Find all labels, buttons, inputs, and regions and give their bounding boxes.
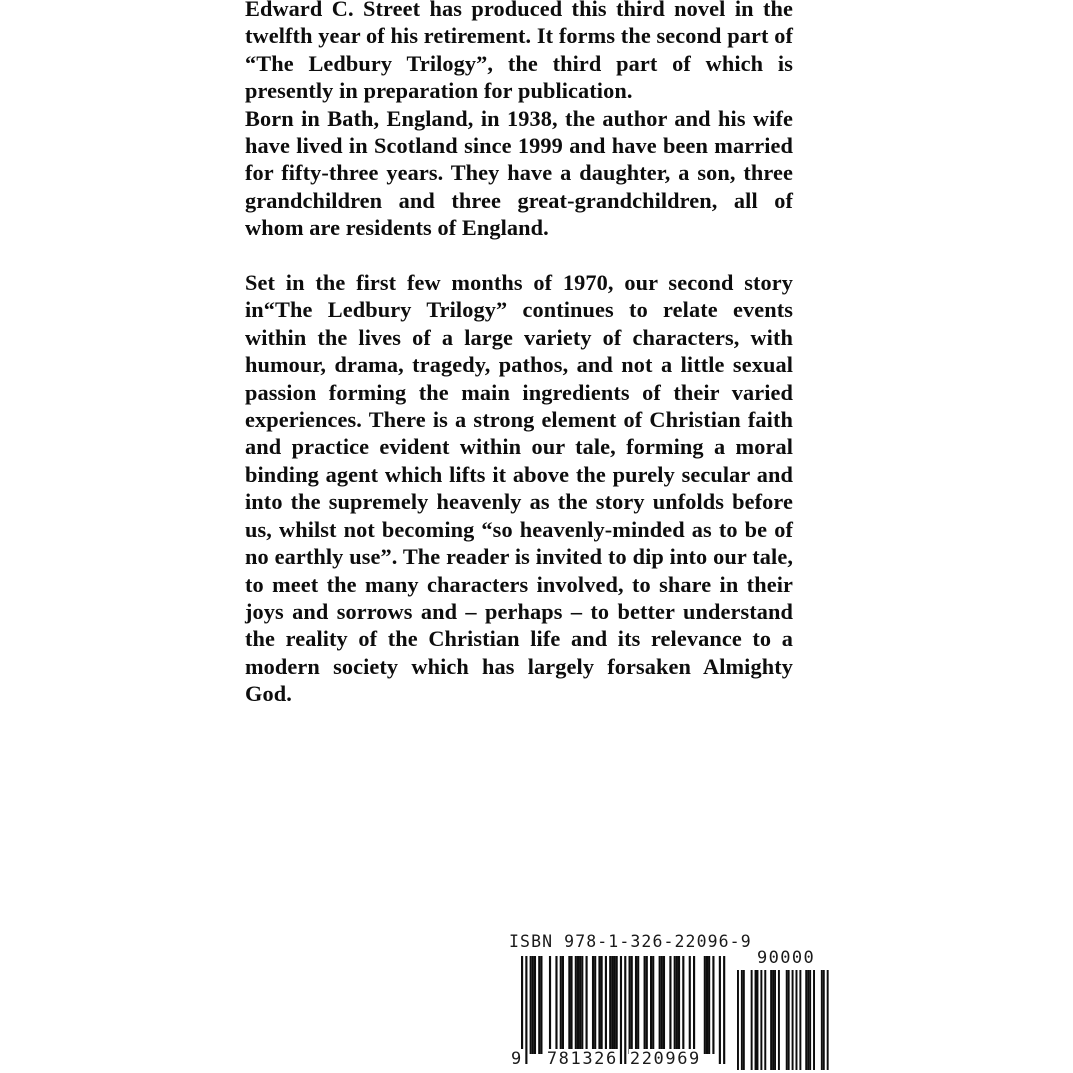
barcode-bar <box>549 956 551 1054</box>
synopsis-paragraph: Set in the first few months of 1970, our second story in“The Ledbury Trilogy” continues to relate events within the lives of a large variety of characters, with humour, drama, tragedy, pathos, and not a little sexual passion forming the main ingredients of their varied experiences. There is a strong element of Christian faith and practice evident within our tale, forming a moral binding agent which lifts it above the purely secular and into the supremely heavenly as the story unfolds before us, whilst not becoming “so heavenly-minded as to be of no earthly use”. The reader is invited to dip into our tale, to meet the many characters involved, to share in their joys and sorrows and – perhaps – to better understand the reality of the Christian life and its relevance to a modern society which has largely forsaken Almighty God. <box>245 270 793 707</box>
barcode-bar <box>586 956 588 1054</box>
barcode-bar <box>774 970 776 1070</box>
barcode-bar <box>592 956 594 1054</box>
barcode-bar <box>605 956 607 1054</box>
barcode-bar <box>807 970 809 1070</box>
barcode-bar <box>743 970 745 1070</box>
barcode-guard-bar <box>624 956 626 1064</box>
barcode-bar <box>757 970 759 1070</box>
barcode-guard-bar <box>521 956 523 1064</box>
price-code: 90000 <box>757 948 816 968</box>
barcode-bar <box>661 956 663 1054</box>
barcode-bar <box>534 956 536 1054</box>
barcode-bar <box>823 970 825 1070</box>
barcode-bar <box>772 970 774 1070</box>
barcode-bar <box>674 956 676 1054</box>
barcode-bar <box>601 956 603 1054</box>
barcode-bar <box>751 970 753 1070</box>
barcode-bar <box>786 970 788 1070</box>
barcode-bar <box>704 956 706 1054</box>
ean5-addon-barcode <box>737 970 832 1070</box>
barcode-bar <box>613 956 615 1054</box>
back-cover-text <box>245 0 793 708</box>
barcode-bar <box>609 956 611 1054</box>
barcode-bar <box>760 970 762 1070</box>
barcode-bar <box>611 956 613 1054</box>
barcode-guard-bar <box>525 956 527 1064</box>
barcode-bar <box>693 956 695 1054</box>
barcode-bar <box>669 956 671 1054</box>
barcode-guard-bar <box>723 956 725 1064</box>
barcode-bar <box>741 970 743 1070</box>
ean-digit-group-left: 781326 <box>546 1049 618 1069</box>
barcode-bar <box>796 970 798 1070</box>
barcode-bar <box>770 970 772 1070</box>
ean-digits <box>510 1049 702 1069</box>
barcode-bar <box>788 970 790 1070</box>
barcode-bar <box>577 956 579 1054</box>
barcode-bar <box>568 956 570 1054</box>
barcode-bar <box>562 956 564 1054</box>
barcode-bar <box>555 956 557 1054</box>
barcode-bar <box>737 970 739 1070</box>
barcode-bar <box>805 970 807 1070</box>
barcode-bar <box>706 956 708 1054</box>
barcode-bar <box>560 956 562 1054</box>
barcode-bar <box>813 970 815 1070</box>
barcode-bar <box>581 956 583 1054</box>
barcode-bar <box>659 956 661 1054</box>
barcode-bar <box>532 956 534 1054</box>
barcode-bar <box>635 956 637 1054</box>
barcode-bar <box>650 956 652 1054</box>
barcode-bar <box>809 970 811 1070</box>
author-bio-paragraph-2: Born in Bath, England, in 1938, the author and his wife have lived in Scotland since 1999 and have been married for fifty-three years. They have a daughter, a son, three grandchildren and three great-grandchildren, all of whom are residents of England. <box>245 105 793 241</box>
barcode-bar <box>637 956 639 1054</box>
isbn-label: ISBN 978-1-326-22096-9 <box>509 932 752 951</box>
ean-digit-lead: 9 <box>511 1049 523 1069</box>
barcode-bar <box>676 956 678 1054</box>
barcode-bar <box>644 956 646 1054</box>
barcode-bar <box>799 970 801 1070</box>
barcode-bar <box>755 970 757 1070</box>
barcode-bar <box>827 970 829 1070</box>
barcode-bar <box>594 956 596 1054</box>
barcode-bar <box>616 956 618 1054</box>
author-bio-paragraph-1: Edward C. Street has produced this third novel in the twelfth year of his retirement. It forms the second part of “The Ledbury Trilogy”, the third part of which is presently in preparation for publication. <box>245 0 793 104</box>
barcode-bar <box>792 970 794 1070</box>
barcode-bar <box>764 970 766 1070</box>
barcode-bar <box>678 956 680 1054</box>
barcode-bar <box>631 956 633 1054</box>
barcode-bar <box>682 956 684 1054</box>
barcode-bar <box>570 956 572 1054</box>
barcode-bar <box>530 956 532 1054</box>
barcode-bar <box>689 956 691 1054</box>
barcode-bar <box>712 956 714 1054</box>
barcode-bar <box>540 956 542 1054</box>
barcode-bar <box>821 970 823 1070</box>
barcode-bar <box>652 956 654 1054</box>
paragraph-spacer <box>245 242 793 269</box>
barcode-bar <box>629 956 631 1054</box>
barcode-guard-bar <box>620 956 622 1064</box>
barcode-bar <box>778 970 780 1070</box>
barcode-bar <box>575 956 577 1054</box>
barcode-bar <box>579 956 581 1054</box>
ean-digit-group-right: 220969 <box>629 1049 701 1069</box>
barcode-guard-bar <box>719 956 721 1064</box>
barcode-bar <box>646 956 648 1054</box>
barcode-bar <box>598 956 600 1054</box>
barcode-bar <box>663 956 665 1054</box>
barcode-bar <box>708 956 710 1054</box>
barcode-bar <box>538 956 540 1054</box>
